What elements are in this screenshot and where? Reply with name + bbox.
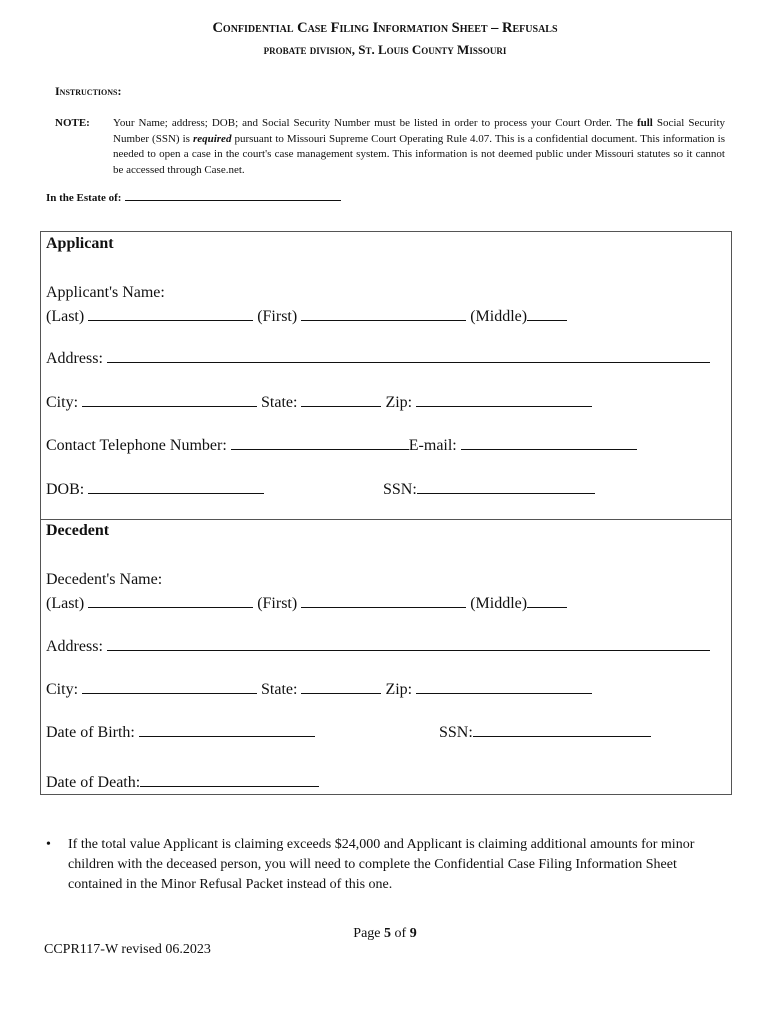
note-full-emphasis: full xyxy=(636,117,653,129)
applicant-phone-field[interactable] xyxy=(231,435,409,450)
decedent-ssn-row: SSN: xyxy=(439,722,651,742)
applicant-heading: Applicant xyxy=(46,235,114,252)
applicant-zip-field[interactable] xyxy=(416,392,592,407)
applicant-first-name-field[interactable] xyxy=(301,306,466,321)
section-divider xyxy=(40,519,732,520)
document-subtitle: probate division, St. Louis County Missouri xyxy=(263,42,507,57)
applicant-name-row: (Last) (First) (Middle) xyxy=(46,306,567,326)
decedent-zip-field[interactable] xyxy=(416,679,592,694)
decedent-dod-row: Date of Death: xyxy=(46,772,319,792)
applicant-city-field[interactable] xyxy=(82,392,257,407)
applicant-state-field[interactable] xyxy=(301,392,381,407)
decedent-address-row: Address: xyxy=(46,636,710,656)
decedent-middle-name-field[interactable] xyxy=(527,593,567,608)
note-label: NOTE: xyxy=(55,117,90,129)
note-required-emphasis: required xyxy=(192,132,232,145)
applicant-address-field[interactable] xyxy=(107,348,710,363)
decedent-city-field[interactable] xyxy=(82,679,257,694)
decedent-city-row: City: State: Zip: xyxy=(46,679,592,699)
estate-of-row xyxy=(46,190,341,204)
decedent-ssn-field[interactable] xyxy=(473,722,651,737)
applicant-contact-row: Contact Telephone Number: E-mail: xyxy=(46,435,637,455)
decedent-name-row: (Last) (First) (Middle) xyxy=(46,593,567,613)
bullet-text: If the total value Applicant is claiming exceeds $24,000 and Applicant is claiming additional amounts for minor children with the deceased person, you will need to complete the Confidential Case Filing Information Sheet contained in the Minor Refusal Packet instead of this one. xyxy=(68,837,695,892)
decedent-dob-row: Date of Birth: xyxy=(46,722,315,742)
bullet-icon: • xyxy=(46,837,51,852)
applicant-name-label: Applicant's Name: xyxy=(46,284,165,301)
applicant-email-field[interactable] xyxy=(461,435,637,450)
decedent-first-name-field[interactable] xyxy=(301,593,466,608)
instructions-heading: Instructions: xyxy=(55,84,122,98)
decedent-dob-field[interactable] xyxy=(139,722,315,737)
applicant-last-name-field[interactable] xyxy=(88,306,253,321)
estate-of-field[interactable] xyxy=(125,190,341,201)
applicant-dob-field[interactable] xyxy=(88,479,264,494)
decedent-state-field[interactable] xyxy=(301,679,381,694)
note-text: Your Name; address; DOB; and Social Security Number must be listed in order to process your Court Order. The full Social Security Number (SSN) is required pursuant to Missouri Supreme Court Operating Rule 4.07. This is a confidential document. This information is needed to open a case in the court's case management system. This information is not deemed public under Missouri statutes so it cannot be accessed through Case.net. xyxy=(113,117,726,176)
page-number: Page 5 of 9 xyxy=(353,926,417,941)
decedent-address-field[interactable] xyxy=(107,636,710,651)
applicant-ssn-field[interactable] xyxy=(417,479,595,494)
applicant-ssn-row: SSN: xyxy=(383,479,595,499)
decedent-last-name-field[interactable] xyxy=(88,593,253,608)
decedent-name-label: Decedent's Name: xyxy=(46,571,163,588)
form-revision: CCPR117-W revised 06.2023 xyxy=(44,942,211,957)
decedent-heading: Decedent xyxy=(46,522,110,539)
document-title: Confidential Case Filing Information Sheet – Refusals xyxy=(212,20,558,36)
applicant-dob-row: DOB: xyxy=(46,479,264,499)
decedent-dod-field[interactable] xyxy=(140,772,319,787)
applicant-address-row: Address: xyxy=(46,348,710,368)
applicant-city-row: City: State: Zip: xyxy=(46,392,592,412)
applicant-middle-name-field[interactable] xyxy=(527,306,567,321)
estate-of-label: In the Estate of: xyxy=(46,192,122,204)
